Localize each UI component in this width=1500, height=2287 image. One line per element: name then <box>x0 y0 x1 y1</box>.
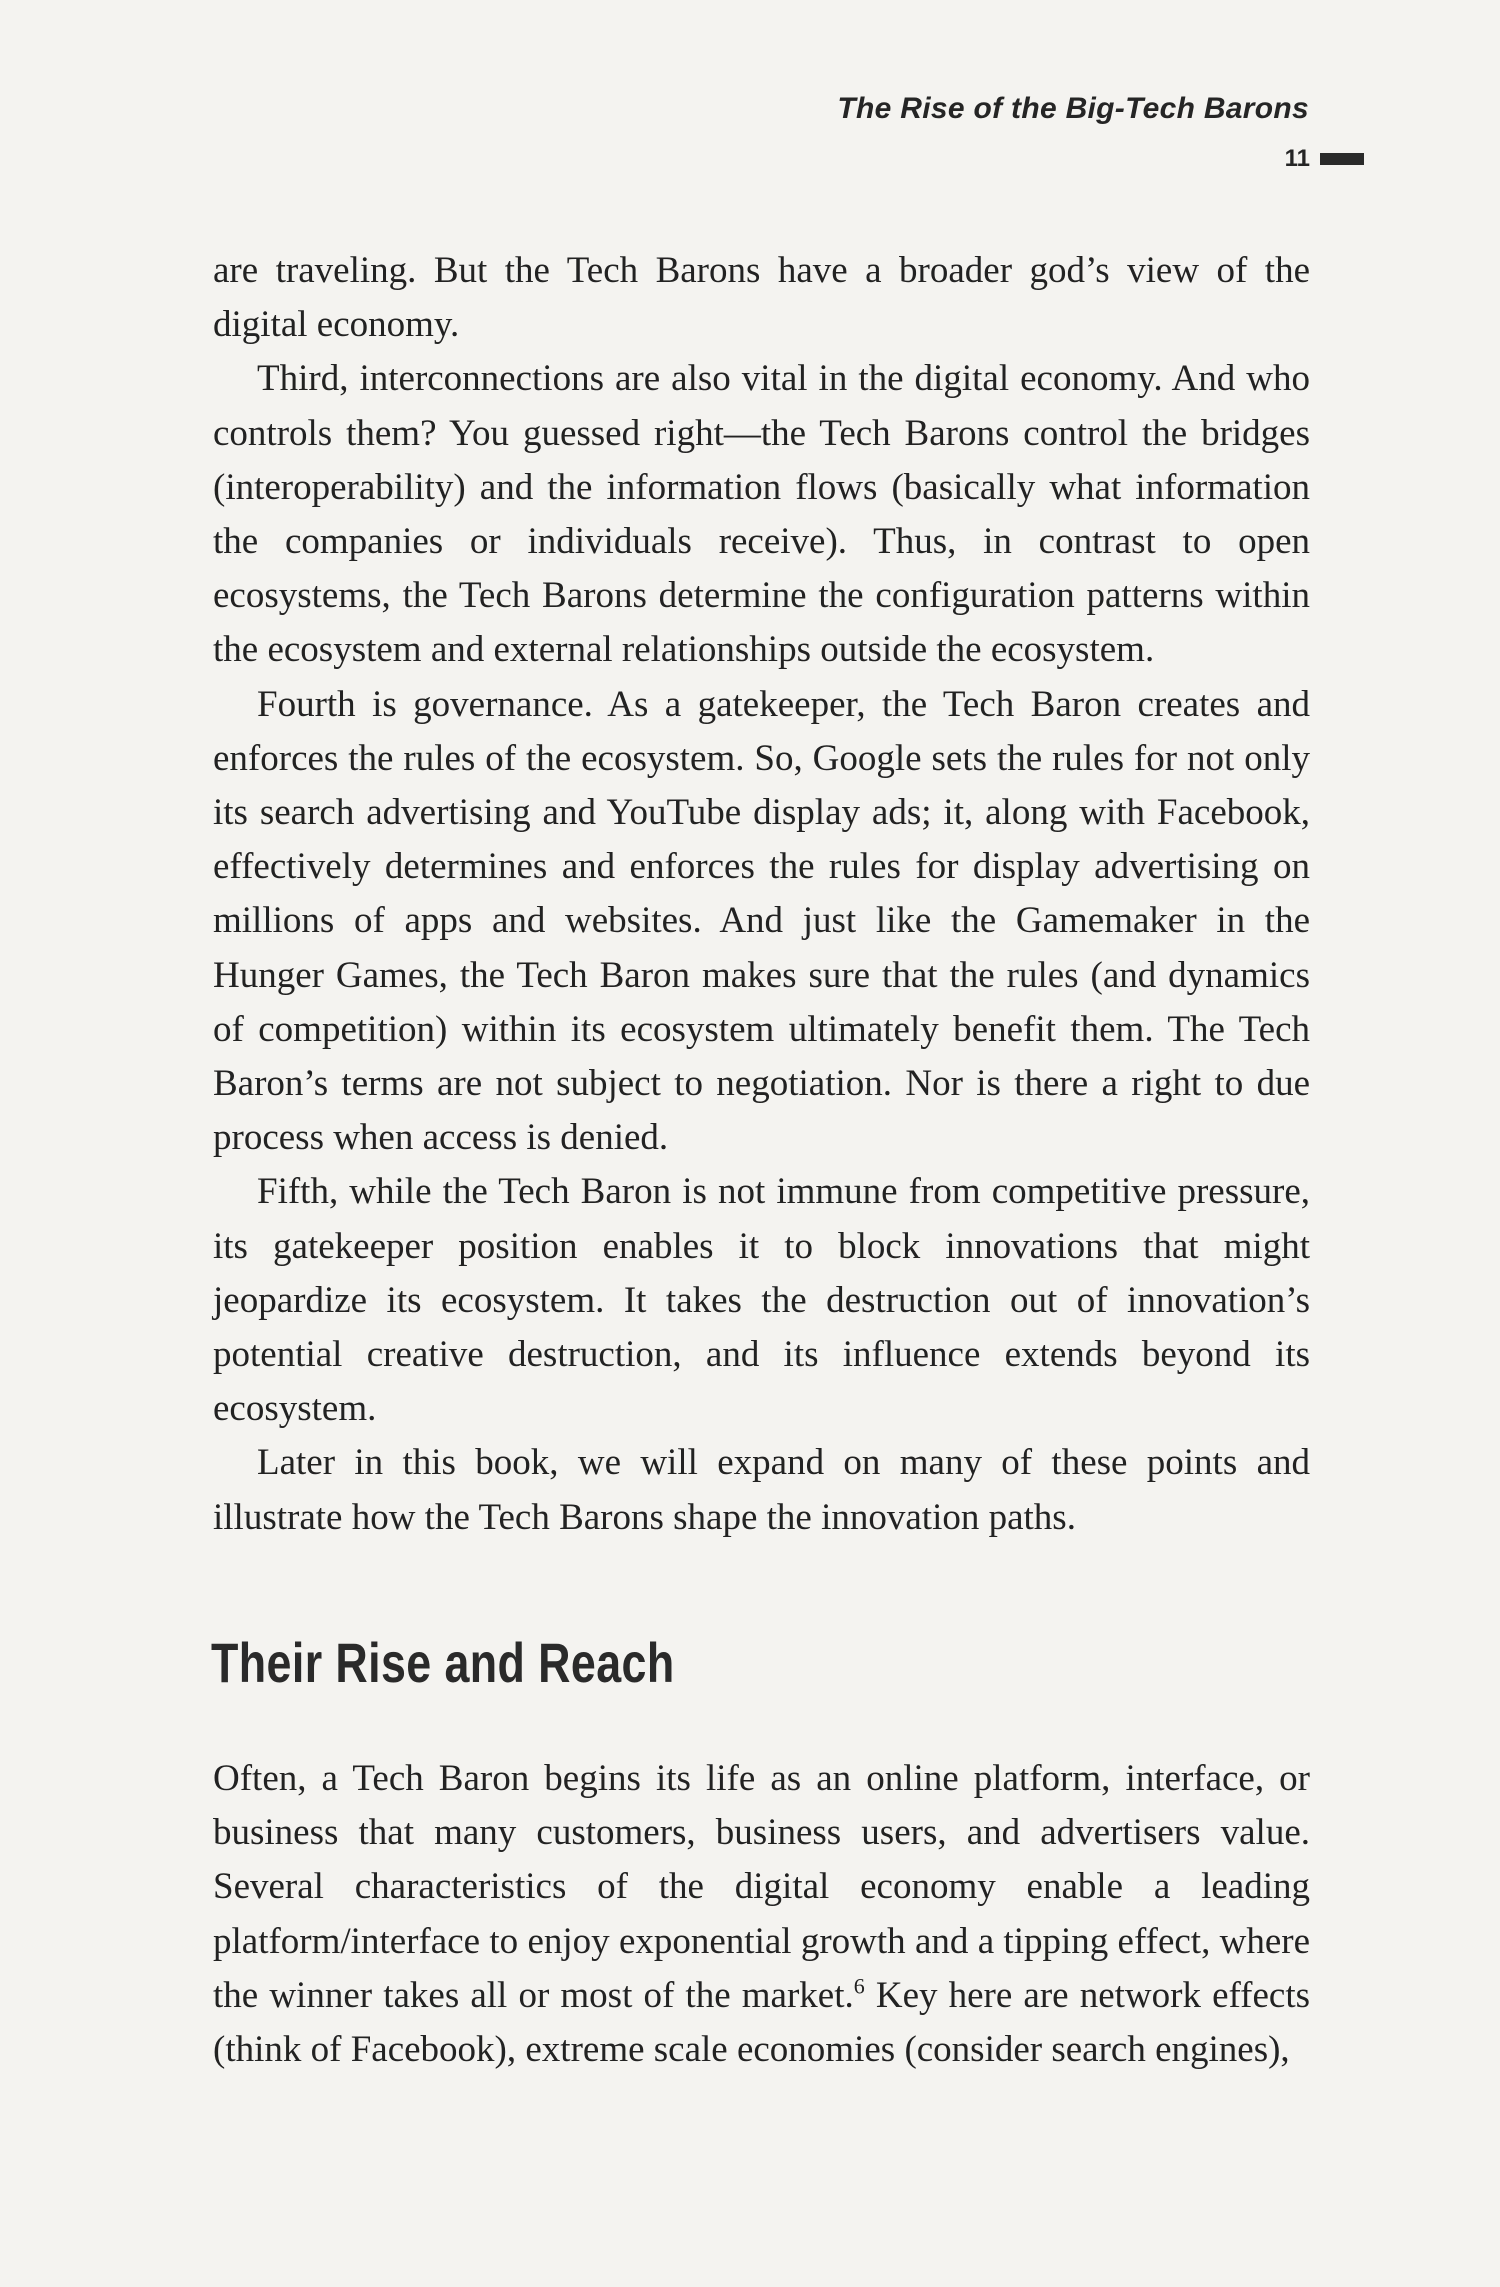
section-paragraph-text: Often, a Tech Baron begins its life as an online platform, interface, or business that many customers, business users, and advertisers value. Several characteristics of the digital economy enable a leading platform/interface to enjoy exponential growth and a tipping effect, where the winner takes all or most of the market. <box>213 1758 1310 2016</box>
footnote-reference: 6 <box>853 1973 865 1999</box>
page-number: 11 <box>1284 145 1310 172</box>
body-text-bottom <box>213 1752 1310 2077</box>
running-head-title: The Rise of the Big-Tech Barons <box>837 92 1309 125</box>
section-paragraph-text-continued: Key here are network effects (think of Facebook), extreme scale economies (consider search engines), <box>213 1974 1310 2071</box>
page-number-row <box>1285 145 1364 173</box>
paragraph-continued: are traveling. But the Tech Barons have a broader god’s view of the digital economy. <box>213 250 1310 346</box>
paragraph-later: Later in this book, we will expand on many of these points and illustrate how the Tech Barons shape the innovation paths. <box>213 1442 1310 1538</box>
body-text-top <box>213 244 1310 1545</box>
paragraph-fifth: Fifth, while the Tech Baron is not immune from competitive pressure, its gatekeeper position enables it to block innovations that might jeopardize its ecosystem. It takes the destruction out of innovation’s potential creative destruction, and its influence extends beyond its ecosystem. <box>213 1171 1310 1430</box>
page-number-rule <box>1320 153 1364 165</box>
paragraph-third: Third, interconnections are also vital in the digital economy. And who controls them? You guessed right—the Tech Barons control the bridges (interoperability) and the information flows (basically what information the companies or individuals receive). Thus, in contrast to open ecosystems, the Tech Barons determine the configuration patterns within the ecosystem and external relationships outside the ecosystem. <box>213 358 1310 671</box>
section-heading: Their Rise and Reach <box>211 1631 675 1694</box>
section-paragraph <box>213 1752 1310 2077</box>
paragraph-fourth: Fourth is governance. As a gatekeeper, the Tech Baron creates and enforces the rules of the ecosystem. So, Google sets the rules for not only its search advertising and YouTube display ads; it, along with Facebook, effectively determines and enforces the rules for display advertising on millions of apps and websites. And just like the Gamemaker in the Hunger Games, the Tech Baron makes sure that the rules (and dynamics of competition) within its ecosystem ultimately benefit them. The Tech Baron’s terms are not subject to negotiation. Nor is there a right to due process when access is denied. <box>213 683 1310 1159</box>
